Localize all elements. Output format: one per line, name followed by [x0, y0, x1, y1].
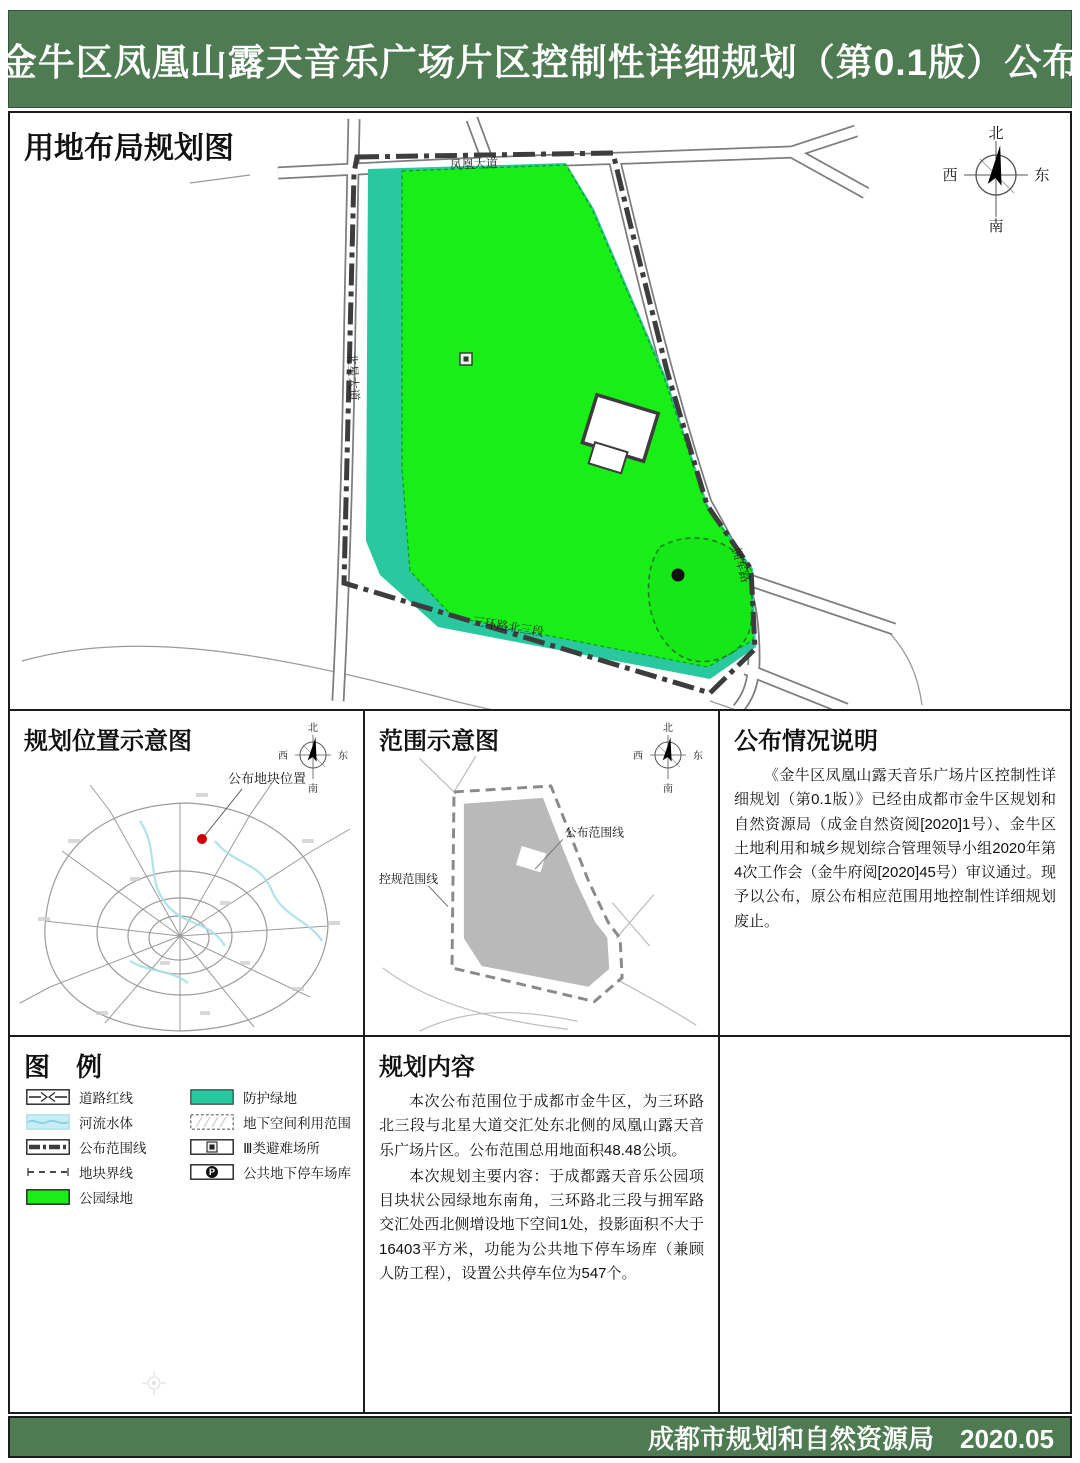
- park-green-swatch: [26, 1189, 70, 1205]
- parking-p-glyph: P: [209, 1167, 216, 1177]
- protective-green-swatch: [190, 1089, 234, 1105]
- road-label-right: 拥军路: [729, 545, 754, 585]
- tiny-map-labels: [38, 793, 340, 1015]
- radial-roads: [20, 783, 350, 1031]
- legend-label: 公布范围线: [79, 1141, 147, 1156]
- scope-sketch-panel: [363, 709, 720, 1037]
- compass-west: 西: [278, 751, 288, 762]
- river-swatch: [26, 1114, 70, 1130]
- road-redline-swatch: [26, 1089, 70, 1105]
- announcement-body: [720, 756, 1070, 934]
- compass-north: 北: [308, 723, 318, 734]
- compass-north: 北: [988, 125, 1004, 142]
- compass-east: 东: [693, 751, 703, 762]
- planning-content-paragraph-1: 本次公布范围位于成都市金牛区，为三环路北三段与北星大道交汇处东北侧的凤凰山露天音乐广场片区。公布范围总用地面积48.48公顷。: [379, 1093, 704, 1159]
- footer-agency-and-date: 成都市规划和自然资源局 2020.05: [648, 1423, 1054, 1454]
- legend-label: 防护绿地: [243, 1091, 298, 1106]
- legend-columns: [26, 1089, 357, 1214]
- legend-column-left: [26, 1089, 190, 1214]
- legend-item-plot-boundary: [26, 1164, 190, 1180]
- shelter-icon: [460, 353, 472, 365]
- scope-sketch-title: 范围示意图: [379, 728, 499, 755]
- underground-space-swatch: [190, 1114, 234, 1130]
- site-location-label: 公布地块位置: [228, 771, 307, 786]
- legend-label: 地下空间利用范围: [243, 1116, 352, 1131]
- planning-content-title: 规划内容: [379, 1054, 475, 1081]
- ring-roads: [45, 803, 328, 1031]
- legend-column-right: [190, 1089, 357, 1214]
- footer-bar: [8, 1416, 1072, 1458]
- legend-label: 地块界线: [79, 1166, 133, 1181]
- announcement-title: 公布情况说明: [734, 728, 878, 755]
- road-label-left: 北星大道: [345, 352, 362, 402]
- compass-rose-location: [273, 719, 353, 795]
- empty-panel: [718, 1035, 1072, 1414]
- announcement-paragraph: 《金牛区凤凰山露天音乐广场片区控制性详细规划（第0.1版）》已经由成都市金牛区规划和自然资源局（成金自然资阅[2020]1号）、金牛区土地利用和城乡规划综合管理领导小组2020年第4次工作会（金牛府阅[2020]45号）审议通过。现予以公布，原公布相应范围用地控制性详细规划废止。: [734, 767, 1056, 930]
- planning-content-paragraph-2: 本次规划主要内容：于成都露天音乐公园项目块状公园绿地东南角，三环路北三段与拥军路交汇处西北侧增设地下空间1处，投影面积不大于16403平方米，功能为公共地下停车场库（兼顾人防工程），设置公共停车位为547个。: [379, 1167, 704, 1283]
- compass-east: 东: [338, 751, 348, 762]
- planning-content-panel: [363, 1035, 720, 1414]
- control-line-leader: [428, 886, 448, 907]
- faint-watermark-icon: [138, 1367, 170, 1399]
- legend-label: Ⅲ类避难场所: [243, 1141, 320, 1156]
- publish-line-label: 公布范围线: [564, 825, 625, 840]
- legend-label: 公园绿地: [79, 1191, 133, 1206]
- publish-line-swatch: [26, 1139, 70, 1155]
- site-location-dot: [197, 834, 207, 844]
- compass-south: 南: [663, 784, 673, 795]
- road-label-top: 凤凰大道: [449, 156, 499, 172]
- announcement-panel: [718, 709, 1072, 1037]
- location-sketch-title: 规划位置示意图: [24, 728, 192, 755]
- compass-east: 东: [1034, 167, 1050, 184]
- page-title: 金牛区凤凰山露天音乐广场片区控制性详细规划（第0.1版）公布: [0, 42, 1080, 83]
- header-banner: [0, 10, 1080, 108]
- land-use-map-panel: [8, 111, 1072, 711]
- road-label-bottom: 三环路北三段: [471, 614, 545, 640]
- compass-west: 西: [942, 167, 958, 184]
- location-sketch-panel: [8, 709, 365, 1037]
- legend-title: 图 例: [24, 1052, 103, 1082]
- legend-item-publish-line: [26, 1139, 190, 1155]
- legend-item-road-redline: [26, 1089, 190, 1105]
- parking-dot-marker: [672, 569, 685, 582]
- parking-swatch: [190, 1164, 234, 1180]
- land-use-map: [10, 113, 1070, 709]
- legend-item-protective-green: [190, 1089, 357, 1105]
- legend-item-parking: [190, 1164, 357, 1180]
- control-line-label: 控规范围线: [378, 871, 439, 886]
- legend-item-river: [26, 1114, 190, 1130]
- legend-item-underground-space: [190, 1114, 357, 1130]
- legend-item-park-green: [26, 1189, 190, 1205]
- compass-rose-main: [936, 123, 1056, 235]
- legend-panel: [8, 1035, 365, 1414]
- legend-label: 河流水体: [79, 1116, 133, 1131]
- compass-rose-scope: [628, 719, 708, 795]
- legend-label: 道路红线: [79, 1091, 133, 1106]
- land-use-map-title: 用地布局规划图: [24, 132, 234, 165]
- compass-north: 北: [663, 723, 673, 734]
- compass-south: 南: [988, 218, 1004, 235]
- compass-west: 西: [633, 751, 643, 762]
- planning-content-body: [365, 1082, 718, 1286]
- compass-south: 南: [308, 784, 318, 795]
- legend-label: 公共地下停车场库: [243, 1166, 352, 1181]
- shelter-swatch: [190, 1139, 234, 1155]
- legend-item-shelter: [190, 1139, 357, 1155]
- plot-boundary-swatch: [26, 1164, 70, 1180]
